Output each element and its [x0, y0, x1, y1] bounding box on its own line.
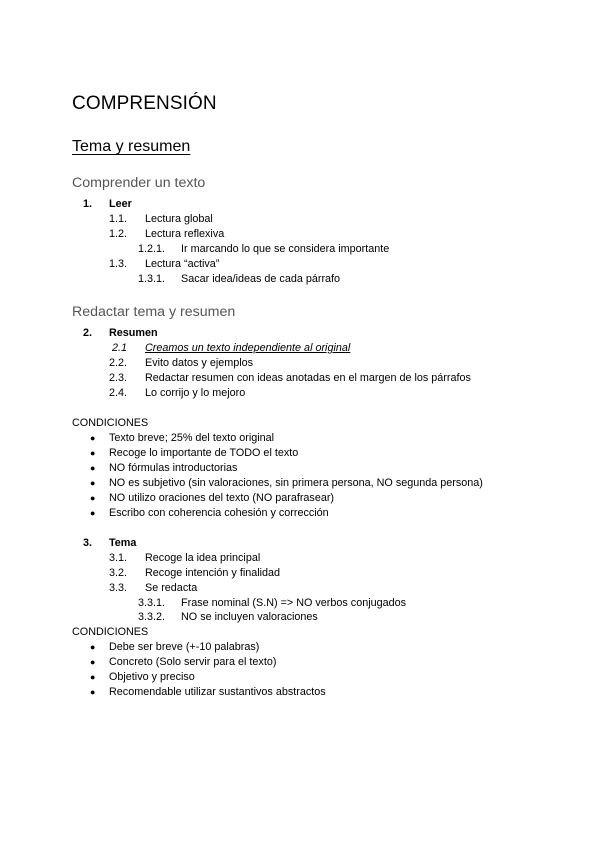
bullet-icon: ●	[90, 642, 96, 652]
bullet-icon: ●	[90, 508, 96, 518]
sublist-number: 1.1.	[108, 213, 127, 225]
bullet-icon: ●	[90, 433, 96, 443]
sublist-number: 3.3.1.	[137, 597, 165, 609]
sublist-item: Lectura reflexiva	[145, 228, 225, 240]
bullet-item: Texto breve; 25% del texto original	[109, 432, 275, 444]
sublist-number: 1.2.	[108, 228, 127, 240]
sublist-item: Lectura “activa”	[145, 258, 220, 270]
bullet-icon: ●	[90, 463, 96, 473]
bullet-icon: ●	[90, 493, 96, 503]
sublist-number: 3.3.2.	[137, 611, 165, 623]
sublist-item: Creamos un texto independiente al original	[145, 342, 351, 354]
list-item-leer: Leer	[109, 198, 132, 210]
sublist-item: Se redacta	[145, 582, 198, 594]
sublist-number: 3.1.	[108, 552, 127, 564]
list-number: 3.	[82, 537, 92, 549]
sublist-item: Lo corrijo y lo mejoro	[145, 387, 246, 399]
bullet-icon: ●	[90, 448, 96, 458]
bullet-item: Escribo con coherencia cohesión y corrección	[109, 507, 329, 519]
bullet-item: NO es subjetivo (sin valoraciones, sin primera persona, NO segunda persona)	[109, 477, 483, 489]
list-number: 2.	[82, 327, 92, 339]
bullet-icon: ●	[90, 672, 96, 682]
bullet-item: Recoge lo importante de TODO el texto	[109, 447, 299, 459]
sublist-number: 2.1	[111, 342, 127, 354]
bullet-icon: ●	[90, 687, 96, 697]
sublist-item: Recoge intención y finalidad	[145, 567, 281, 579]
sublist-item: Lectura global	[145, 213, 213, 225]
conditions-label: CONDICIONES	[72, 626, 149, 638]
conditions-label: CONDICIONES	[72, 417, 149, 429]
sublist-number: 2.3.	[108, 372, 127, 384]
list-item-tema: Tema	[109, 537, 137, 549]
bullet-item: Objetivo y preciso	[109, 671, 195, 683]
sublist-number: 1.2.1.	[137, 243, 165, 255]
sublist-item: Recoge la idea principal	[145, 552, 261, 564]
sublist-number: 3.3.	[108, 582, 127, 594]
list-number: 1.	[82, 198, 92, 210]
bullet-item: NO utilizo oraciones del texto (NO parafrasear)	[109, 492, 335, 504]
sublist-item: Ir marcando lo que se considera importante	[181, 243, 390, 255]
heading-tema-y-resumen: Tema y resumen	[72, 138, 191, 155]
heading-redactar-tema-resumen: Redactar tema y resumen	[72, 304, 236, 320]
sublist-number: 2.2.	[108, 357, 127, 369]
sublist-item: Evito datos y ejemplos	[145, 357, 254, 369]
sublist-number: 1.3.	[108, 258, 127, 270]
sublist-item: NO se incluyen valoraciones	[181, 611, 318, 623]
bullet-icon: ●	[90, 478, 96, 488]
sublist-item: Frase nominal (S.N) => NO verbos conjugados	[181, 597, 407, 609]
bullet-icon: ●	[90, 657, 96, 667]
document-title: COMPRENSIÓN	[72, 93, 217, 114]
bullet-item: Debe ser breve (+-10 palabras)	[109, 641, 260, 653]
sublist-item: Sacar idea/ideas de cada párrafo	[181, 273, 341, 285]
heading-comprender-texto: Comprender un texto	[72, 175, 206, 191]
sublist-number: 1.3.1.	[137, 273, 165, 285]
bullet-item: Recomendable utilizar sustantivos abstractos	[109, 686, 326, 698]
bullet-item: Concreto (Solo servir para el texto)	[109, 656, 277, 668]
sublist-number: 3.2.	[108, 567, 127, 579]
sublist-number: 2.4.	[108, 387, 127, 399]
sublist-item: Redactar resumen con ideas anotadas en el margen de los párrafos	[145, 372, 471, 384]
bullet-item: NO fórmulas introductorias	[109, 462, 238, 474]
list-item-resumen: Resumen	[109, 327, 158, 339]
